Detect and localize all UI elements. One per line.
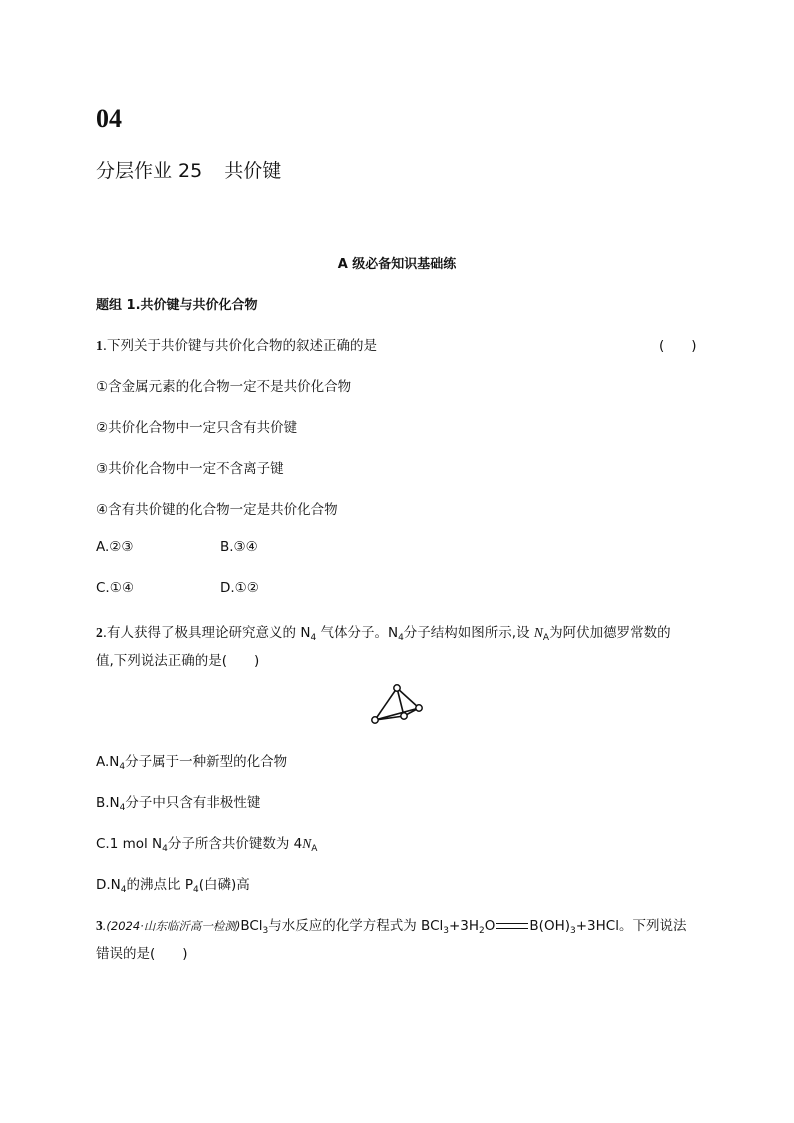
q1-option-d: D.①②	[220, 580, 259, 596]
group-heading: 题组 1.共价键与共价化合物	[96, 298, 258, 313]
q3-text-f: +3HCl。下列说法	[575, 918, 687, 934]
subscript: 3	[443, 926, 449, 936]
q2-stem-line2: 值,下列说法正确的是( )	[96, 653, 260, 669]
q2-option-d-mid: 的沸点比 P	[126, 877, 193, 893]
q1-stem-text: .下列关于共价键与共价化合物的叙述正确的是	[102, 338, 378, 354]
q3-stem-line1	[96, 914, 686, 936]
avogadro-symbol: N	[533, 625, 543, 640]
q3-text-b: 与水反应的化学方程式为 BCl	[268, 918, 444, 934]
q1-statement-3: ③共价化合物中一定不含离子键	[96, 461, 284, 477]
q2-option-b-post: 分子中只含有非极性键	[125, 795, 261, 811]
q3-text-d: O	[484, 918, 496, 934]
subscript: 4	[162, 844, 168, 854]
chapter-number: 04	[96, 104, 122, 133]
subscript: 4	[119, 803, 126, 813]
subscript: 4	[192, 885, 199, 895]
title-topic: 共价键	[224, 160, 282, 182]
q1-option-c: C.①④	[96, 580, 134, 596]
q2-text-c: 分子结构如图所示,设	[403, 625, 534, 641]
q2-option-c	[96, 832, 317, 854]
q1-option-b: B.③④	[220, 539, 258, 555]
page-title	[96, 156, 281, 183]
q3-stem-line2: 错误的是( )	[96, 946, 188, 962]
avogadro-symbol: N	[302, 836, 312, 851]
q1-number: 1	[96, 338, 103, 353]
subscript: A	[542, 633, 550, 643]
q2-option-d-pre: D.N	[96, 877, 121, 893]
q2-text-b: 气体分子。N	[316, 625, 399, 641]
q2-text-a: .有人获得了极具理论研究意义的 N	[102, 625, 311, 641]
q2-option-b	[96, 791, 260, 813]
title-prefix: 分层作业 25	[96, 160, 203, 182]
subscript: 3	[262, 926, 269, 936]
q2-number: 2	[96, 625, 103, 640]
q2-option-b-pre: B.N	[96, 795, 120, 811]
q1-stem	[96, 334, 377, 354]
q1-statement-2: ②共价化合物中一定只含有共价键	[96, 420, 298, 436]
q1-answer-bracket: ( )	[659, 338, 697, 354]
q3-number: 3	[96, 918, 103, 933]
q2-option-a-pre: A.N	[96, 754, 120, 770]
subscript: 4	[119, 762, 126, 772]
q2-option-d	[96, 873, 250, 895]
q3-text-a: BCl	[240, 918, 263, 934]
q2-stem-line1	[96, 621, 671, 643]
n4-molecule-figure	[368, 684, 426, 728]
subscript: A	[311, 844, 318, 854]
q1-statement-4: ④含有共价键的化合物一定是共价化合物	[96, 502, 338, 518]
q1-option-a: A.②③	[96, 539, 134, 555]
q2-option-a-post: 分子属于一种新型的化合物	[125, 754, 288, 770]
subscript: 4	[310, 633, 317, 643]
q2-text-d: 为阿伏加德罗常数的	[549, 625, 671, 641]
equals-sign	[496, 923, 528, 929]
subscript: 2	[479, 926, 485, 936]
subscript: 3	[570, 926, 576, 936]
q2-option-d-post: (白磷)高	[198, 877, 250, 893]
subscript: 4	[398, 633, 404, 643]
q3-text-e: B(OH)	[529, 918, 570, 934]
q2-option-c-mid: 分子所含共价键数为 4	[167, 836, 303, 852]
q1-statement-1: ①含金属元素的化合物一定不是共价化合物	[96, 379, 352, 395]
section-heading: A 级必备知识基础练	[337, 257, 457, 272]
q3-text-c: +3H	[448, 918, 480, 934]
q3-source: .(2024·山东临沂高一检测)	[102, 919, 241, 933]
q2-option-c-pre: C.1 mol N	[96, 836, 163, 852]
q2-option-a	[96, 750, 287, 772]
subscript: 4	[120, 885, 127, 895]
